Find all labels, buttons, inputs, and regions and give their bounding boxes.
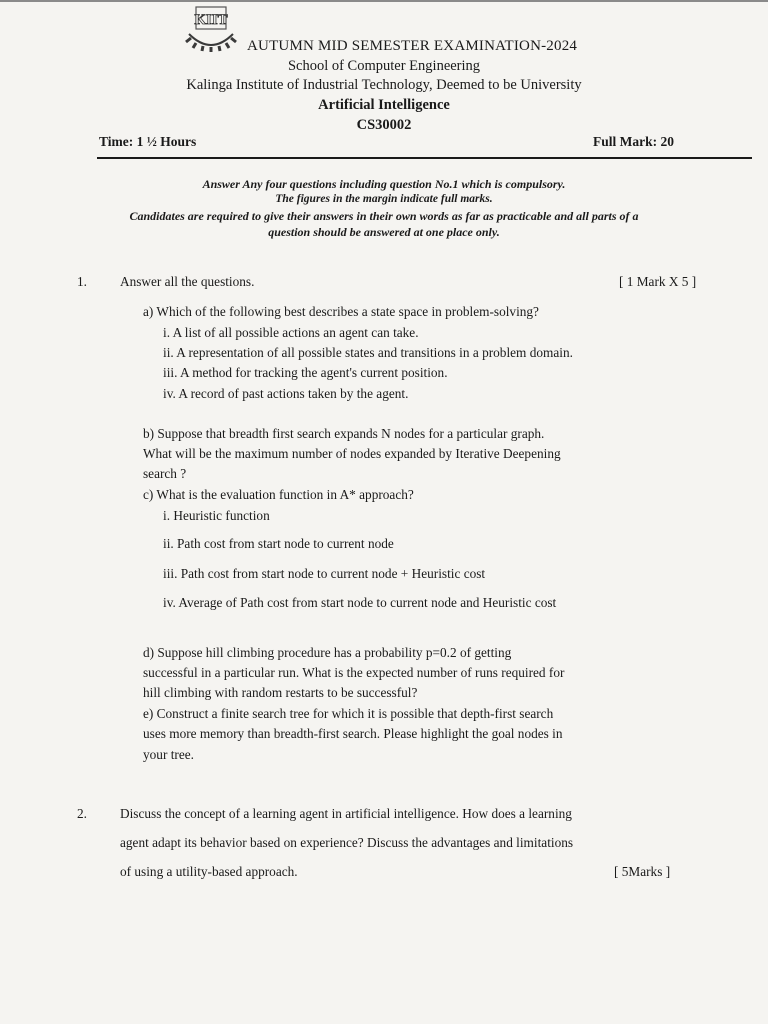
school-name: School of Computer Engineering — [287, 58, 481, 74]
q1c-option-2: ii. Path cost from start node to current node — [163, 536, 394, 551]
q2-number: 2. — [77, 806, 87, 821]
logo-text: KIIT — [194, 12, 228, 28]
instruction-line-3: Candidates are required to give their answers in their own words as far as practicable and all parts of a — [129, 209, 639, 223]
q1e-line-1: e) Construct a finite search tree for which it is possible that depth-first search — [143, 706, 554, 721]
exam-time: Time: 1 ½ Hours — [99, 134, 197, 149]
q1b-line-1: b) Suppose that breadth first search expands N nodes for a particular graph. — [143, 426, 545, 441]
full-mark: Full Mark: 20 — [593, 134, 674, 149]
q2-line-3: of using a utility-based approach. — [120, 864, 298, 879]
q2-marks: [ 5Marks ] — [614, 864, 671, 879]
q1-text: Answer all the questions. — [120, 274, 255, 289]
exam-title: AUTUMN MID SEMESTER EXAMINATION-2024 — [247, 38, 578, 54]
q1-number: 1. — [77, 274, 87, 289]
instruction-line-4: question should be answered at one place only. — [268, 225, 500, 239]
q1e-line-3: your tree. — [143, 747, 194, 762]
q1a-stem: a) Which of the following best describes a state space in problem-solving? — [143, 304, 539, 319]
q1d-line-3: hill climbing with random restarts to be successful? — [143, 685, 418, 700]
scan-top-border — [0, 0, 768, 2]
institute-name: Kalinga Institute of Industrial Technology, Deemed to be University — [186, 77, 582, 93]
q2-line-1: Discuss the concept of a learning agent in artificial intelligence. How does a learning — [120, 806, 572, 821]
q1c-option-4: iv. Average of Path cost from start node to current node and Heuristic cost — [163, 595, 557, 610]
header-divider — [97, 157, 752, 159]
q1a-option-1: i. A list of all possible actions an agent can take. — [163, 325, 419, 340]
q1c-option-1: i. Heuristic function — [163, 508, 270, 523]
subject-name: Artificial Intelligence — [318, 97, 450, 113]
q1b-line-3: search ? — [143, 466, 187, 481]
q1c-stem: c) What is the evaluation function in A* approach? — [143, 487, 414, 502]
q1d-line-1: d) Suppose hill climbing procedure has a probability p=0.2 of getting — [143, 645, 512, 660]
q1c-option-3: iii. Path cost from start node to current node + Heuristic cost — [163, 566, 486, 581]
q1a-option-3: iii. A method for tracking the agent's current position. — [163, 365, 448, 380]
q2-line-2: agent adapt its behavior based on experience? Discuss the advantages and limitations — [120, 835, 574, 850]
q1a-option-4: iv. A record of past actions taken by the agent. — [163, 386, 409, 401]
instruction-line-1: Answer Any four questions including question No.1 which is compulsory. — [202, 177, 566, 191]
q1e-line-2: uses more memory than breadth-first search. Please highlight the goal nodes in — [143, 726, 563, 741]
instruction-line-2: The figures in the margin indicate full marks. — [275, 193, 493, 205]
q1a-option-2: ii. A representation of all possible states and transitions in a problem domain. — [163, 345, 573, 360]
q1-marks: [ 1 Mark X 5 ] — [619, 274, 697, 289]
course-code: CS30002 — [356, 117, 412, 133]
q1b-line-2: What will be the maximum number of nodes expanded by Iterative Deepening — [143, 446, 561, 461]
q1d-line-2: successful in a particular run. What is the expected number of runs required for — [143, 665, 565, 680]
kiit-logo — [183, 4, 239, 52]
